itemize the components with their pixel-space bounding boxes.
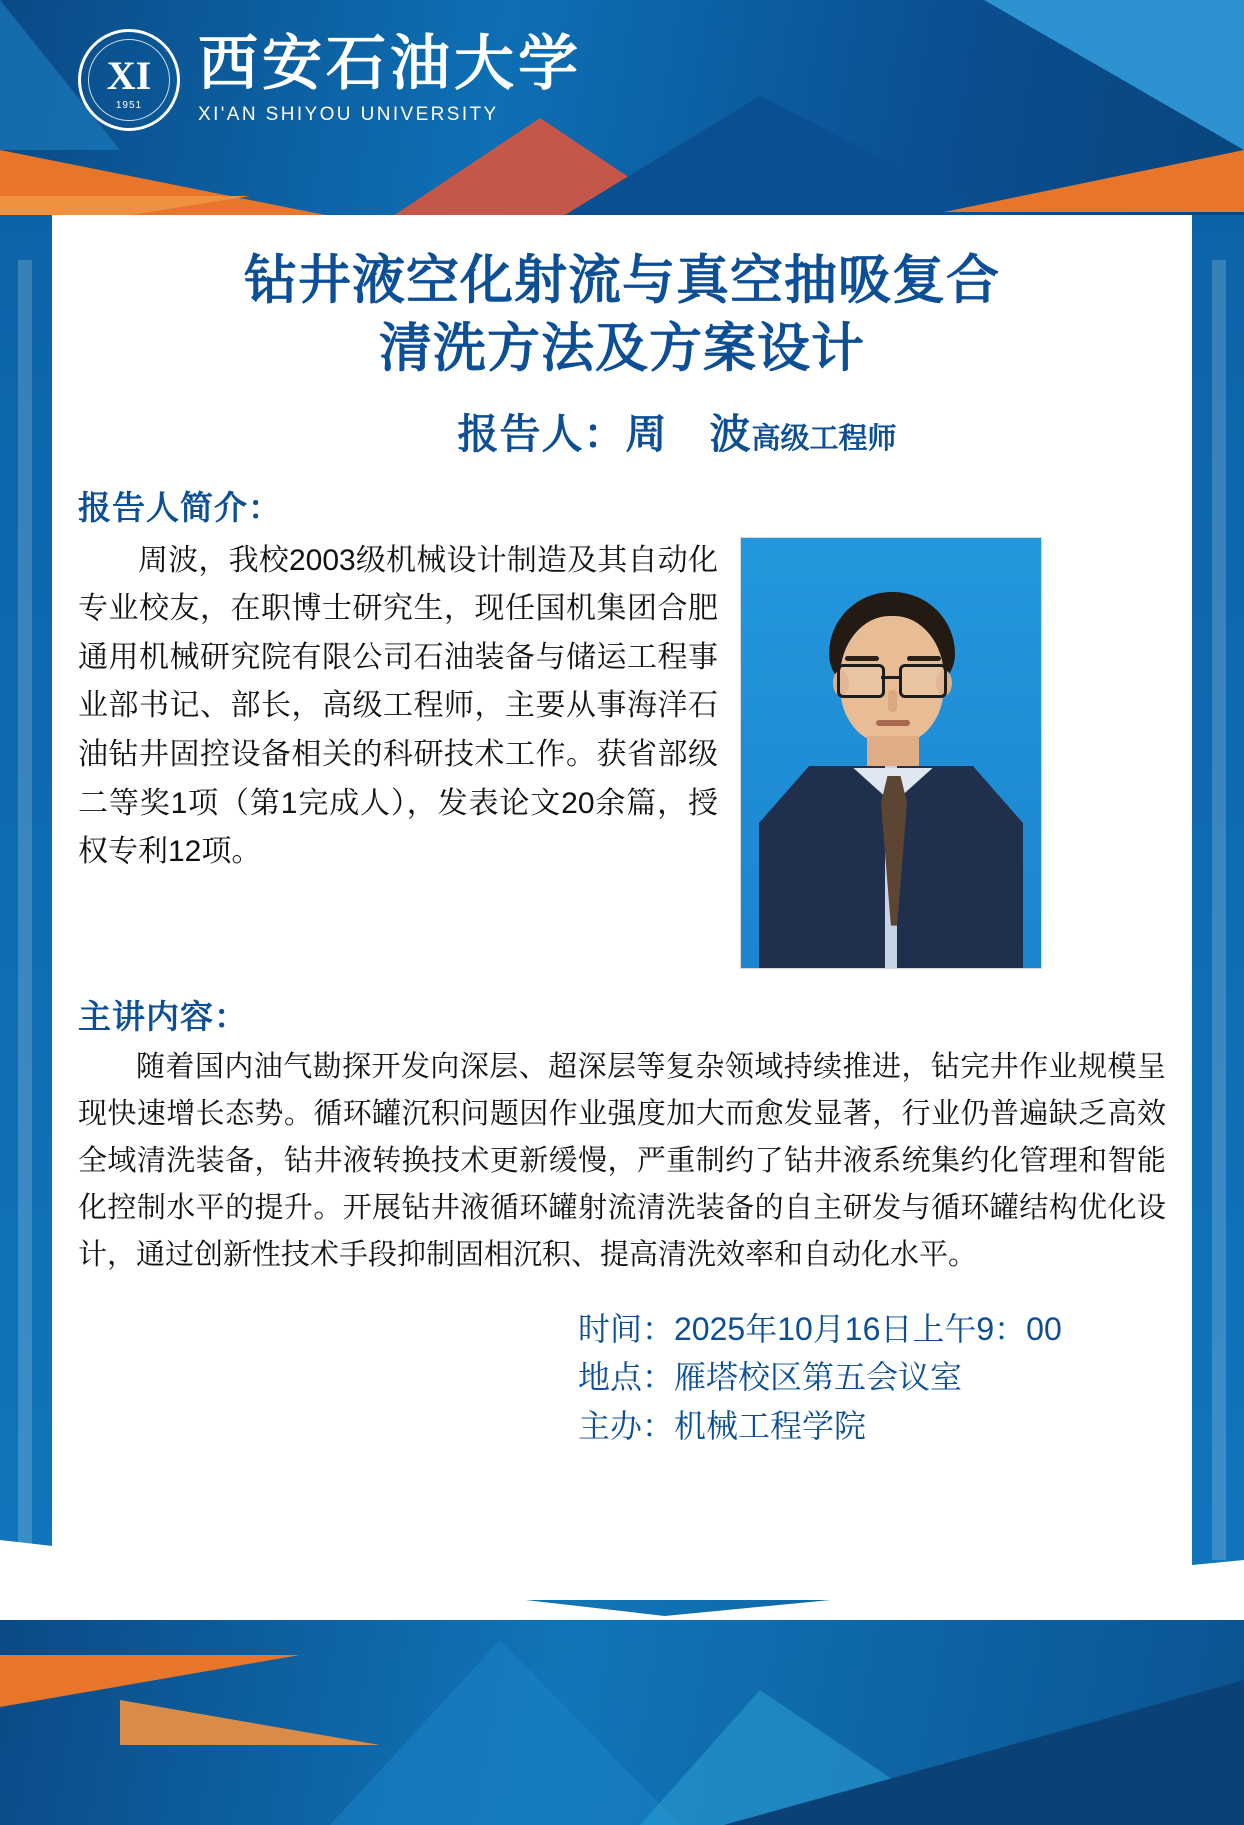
seal-year: 1951 xyxy=(115,100,143,111)
university-seal-icon xyxy=(78,29,180,131)
seal-monogram: XI xyxy=(106,53,152,98)
background-shape-bottom-light xyxy=(330,1640,680,1825)
university-name-en: XI'AN SHIYOU UNIVERSITY xyxy=(198,104,499,125)
university-name-block xyxy=(198,31,582,126)
university-logo xyxy=(78,29,582,131)
background-shape-bottom-orange-2 xyxy=(120,1700,380,1745)
speaker-label: 报告人： xyxy=(457,410,626,457)
portrait-suit-left xyxy=(759,766,885,969)
speaker-job-title: 高级工程师 xyxy=(751,422,897,455)
background-shape-bottom-navy xyxy=(724,1680,1244,1825)
page-title-line-1: 钻井液空化射流与真空抽吸复合 xyxy=(244,251,1000,310)
portrait-lens-left xyxy=(837,664,885,698)
poster-header xyxy=(0,0,1244,160)
portrait-glasses-bridge xyxy=(881,676,901,679)
portrait-lens-right xyxy=(899,664,947,698)
event-time: 时间：2025年10月16日上午9：00 xyxy=(578,1310,1062,1347)
university-name-cn: 西安石油大学 xyxy=(198,31,582,97)
event-place: 地点：雁塔校区第五会议室 xyxy=(578,1359,963,1396)
portrait-nose xyxy=(888,690,897,712)
portrait-suit-right xyxy=(897,766,1023,969)
portrait-mouth xyxy=(876,720,910,726)
content-text: 随着国内油气勘探开发向深层、超深层等复杂领域持续推进，钻完井作业规模呈现快速增长态势。循环罐沉积问题因作业强度加大而愈发显著，行业仍普遍缺乏高效全域清洗装备，钻井液转换技术更新缓慢，严重制约了钻井液系统集约化管理和智能化控制水平的提升。开展钻井液循环罐射流清洗装备的自主研发与循环罐结构优化设计，通过创新性技术手段抑制固相沉积、提高清洗效率和自动化水平。 xyxy=(78,1050,1166,1271)
portrait-brow-left xyxy=(845,656,879,661)
content-heading: 主讲内容： xyxy=(78,997,248,1035)
speaker-line xyxy=(78,401,1166,460)
bio-heading: 报告人简介： xyxy=(78,488,282,526)
bio-row xyxy=(78,537,1166,969)
page-title xyxy=(78,247,1166,383)
right-decor-strip-inner xyxy=(1212,260,1226,1560)
speaker-name: 周 波 xyxy=(625,410,752,457)
poster-body xyxy=(52,225,1192,1605)
event-info xyxy=(78,1305,1166,1451)
event-host: 主办：机械工程学院 xyxy=(578,1407,867,1444)
portrait-brow-right xyxy=(907,656,941,661)
page-title-line-2: 清洗方法及方案设计 xyxy=(379,318,865,378)
left-decor-strip-inner xyxy=(18,260,32,1560)
speaker-photo xyxy=(740,537,1042,969)
bio-text: 周波，我校2003级机械设计制造及其自动化专业校友，在职博士研究生，现任国机集团合肥通用机械研究院有限公司石油装备与储运工程事业部书记、部长，高级工程师，主要从事海洋石油钻井固控设备相关的科研技术工作。获省部级二等奖1项（第1完成人），发表论文20余篇，授权专利12项。 xyxy=(78,543,718,869)
